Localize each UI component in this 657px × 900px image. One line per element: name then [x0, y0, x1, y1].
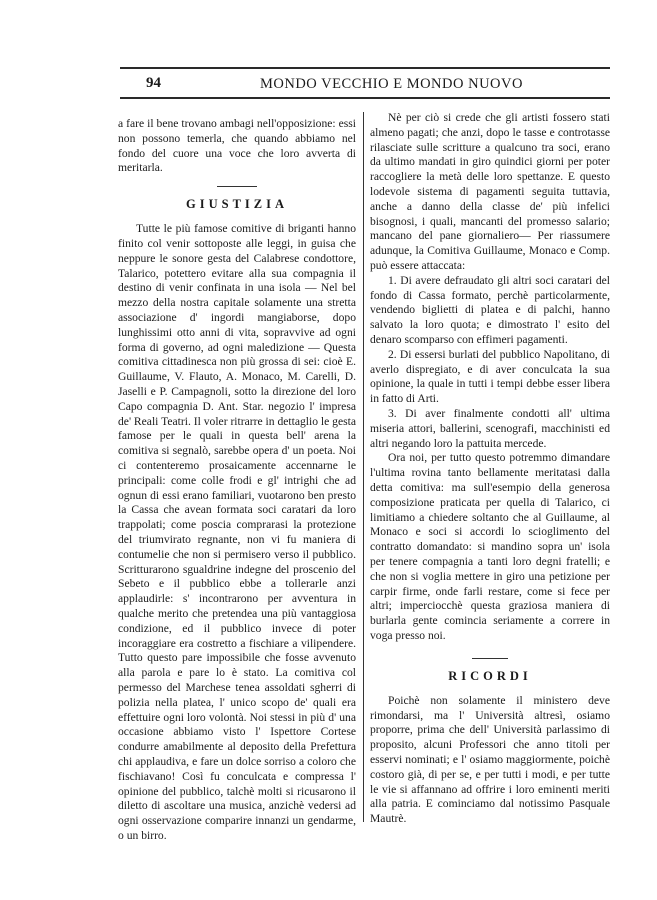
charge-item-3: 3. Di aver finalmente condotti all' ultima miseria attori, ballerini, scenografi, macchinisti ed altri negando loro la pattuita mercede. [370, 406, 610, 450]
ricordi-body: Poichè non solamente il ministero deve rimondarsi, ma l' Università altresì, osiamo proporre, prima che dell' Università parlassimo di proposito, alcuni Professori che anno titoli per esservi nominati; e l' osiamo maggiormente, poichè costoro già, di per se, e per tutti i modi, e per tutte le vie si affannano ad offrire i loro eminenti meriti alla patria. E cominciamo dal notissimo Pasquale Mautrè. [370, 693, 610, 826]
right-column [370, 111, 610, 827]
section-divider [472, 658, 508, 659]
charge-item-2: 2. Di essersi burlati del pubblico Napolitano, di averlo dispregiato, e di aver conculcata la sua opinione, la quale in tutti i tempi debbe esser libera in fatto di Arti. [370, 347, 610, 406]
section-divider [217, 186, 257, 187]
giustizia-body: Tutte le più famose comitive di briganti hanno finito col venir sottoposte alle leggi, in guisa che neppure le sonore gesta del Calabrese condottore, Talarico, potettero evitare alla sua compagnia il destino di venir confinata in una isola — Nel bel mezzo della nostra capitale solamente una stretta associazione d' ingordi mangiaborse, dopo lunghissimi otto anni di vita, sopravvive ad ogni forma di governo, ad ogni maledizione — Questa comitiva cittadinesca non più grossa di sei: cioè E. Guillaume, V. Flauto, A. Monaco, M. Carelli, D. Jaselli e P. Campagnoli, sotto la direzione del loro Capo compagnia D. Ant. Star. negozio l' impresa de' Reali Teatri. Il voler ritrarre in dettaglio le gesta famose per le quali in questa bell' arena la comitiva si segnalò, sarebbe opera d' un poeta. Noi ci contenteremo prosaicamente accennarne le principali: come colle frodi e gl' intrighi che ad ognun di essi erano familiari, vuotarono ben presto la Cassa che avean formata soci caratari da loro trappolati; come poscia comprarasi la protezione del triumvirato regnante, non vi fu maniera di contumelie che non si permisero verso il pubblico. Scritturarono sgualdrine indegne del proscenio del Sebeto e il pubblico ebbe a tollerarle anzi applaudirle: s' incontrarono per avventura in qualche merito che pretendea una più vantaggiosa condizione, ed il pubblico invece di poter incoraggiare era costretto a fischiare a vilipendere. Tutto questo pare impossibile che fosse avvenuto alla parola e pare lo è stato. La comitiva col permesso del Marchese tenea assoldati sgherri di polizia nella platea, l' unico scopo de' quali era effettuire ogni loro volontà. Noi stessi in più d' una occasione abbiamo visto l' Ispettore Cortese condurre amabilmente al deposito della Prefettura chi applaudiva, e fare un dolce sorriso a coloro che fischiavano! Così fu conculcata e compressa l' opinione del pubblico, talchè molti si ricusarono il diletto di ascoltare una musica, anzichè vedersi ad ogni osservazione comparire innanzi un gendarme, o un birro. [118, 222, 356, 842]
section-title-ricordi: RICORDI [448, 668, 532, 683]
charge-item-1: 1. Di avere defraudato gli altri soci caratari del fondo di Cassa formato, perchè particolarmente, vendendo biglietti di platea e di palchi, hanno salvato la loro quota; e dimostrato l' esito del denaro scomparso con effimeri pagamenti. [370, 273, 610, 346]
paragraph-conclusion: Ora noi, per tutto questo potremmo dimandare l'ultima rovina tanto bellamente meritatasi dalla detta comitiva: ma sull'esempio della generosa composizione praticata per quella di Talarico, ci limitiamo a chiedere soltanto che al Guillaume, al Monaco e soci si accordi lo scioglimento del contratto domandato: si mandino sopra un' isola per tenere compagnia a tanti loro degni fratelli; e che non si voglia mettere in giro una petizione per carpir firme, onde farli restare, come si fece per altri; imperciocchè questa graziosa maniera di burlarla gente comincia seriamente a correre in voga presso noi. [370, 451, 610, 642]
page-number: 94 [146, 75, 161, 91]
left-column [118, 117, 356, 844]
opening-paragraph: a fare il bene trovano ambagi nell'opposizione: essi non possono temerla, che quando abbiamo nel fondo del cuore una voce che loro avverta di meritarla. [118, 117, 356, 175]
column-divider [363, 112, 364, 822]
paragraph-payments: Nè per ciò si crede che gli artisti fossero stati almeno pagati; che anzi, dopo le tasse e controtasse rilasciate sulle scritture a qualcuno tra soci, erano da ultimo mandati in giro quindici giorni per poter raccogliere la metà delle loro spettanze. E questo lodevole sistema di pagamenti seguita tuttavia, anche a danno della classe de' più infelici bisognosi, i quali, mancanti del promesso salario; mancano del pane giornaliero— Per riassumere adunque, la Comitiva Guillaume, Monaco e Comp. può essere attaccata: [370, 111, 610, 272]
section-title-giustizia: GIUSTIZIA [186, 197, 288, 212]
running-title: MONDO VECCHIO E MONDO NUOVO [260, 76, 523, 92]
header-bottom-rule [120, 97, 610, 99]
header-top-rule [120, 67, 610, 69]
